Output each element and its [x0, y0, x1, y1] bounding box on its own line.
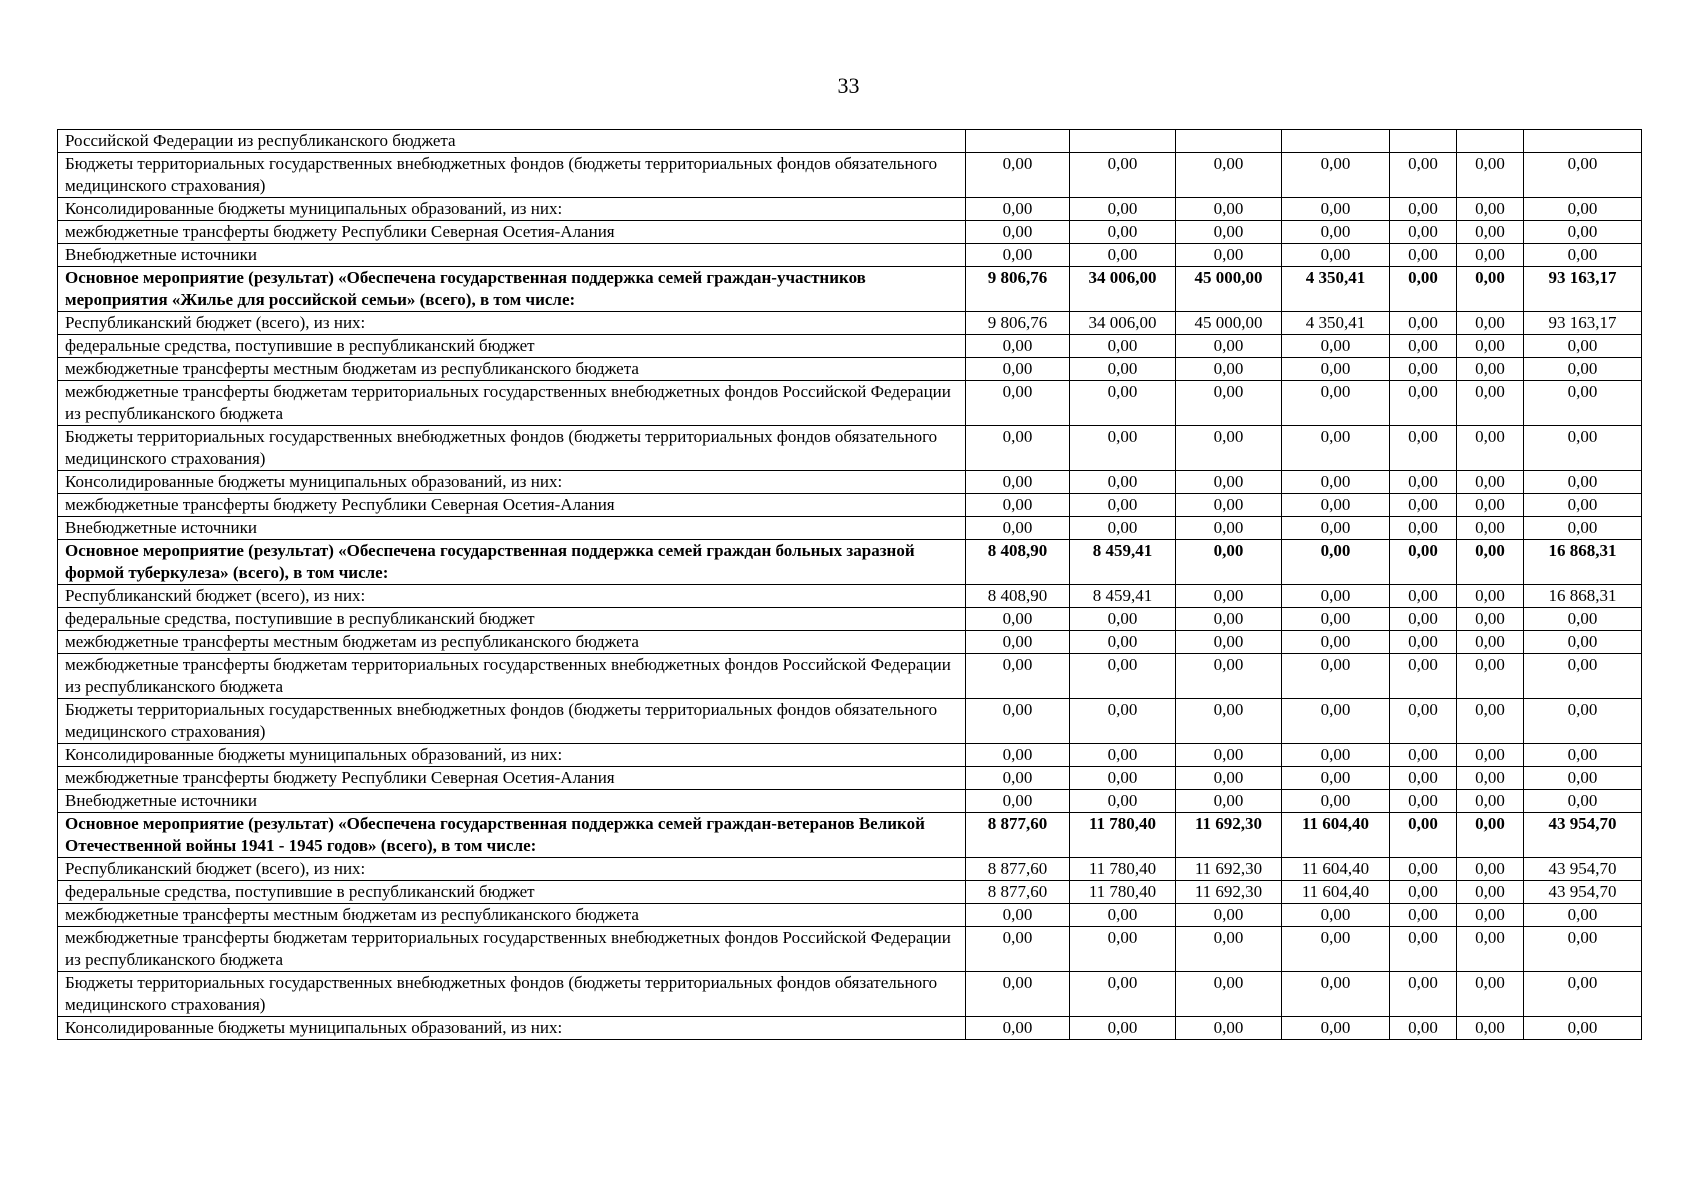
value-cell: 0,00	[1457, 244, 1524, 267]
value-cell: 0,00	[1457, 1017, 1524, 1040]
value-cell: 0,00	[1390, 471, 1457, 494]
table-row	[58, 267, 1642, 312]
table-row	[58, 927, 1642, 972]
table-row	[58, 790, 1642, 813]
value-cell: 0,00	[1524, 153, 1642, 198]
row-label: межбюджетные трансферты бюджетам территориальных государственных внебюджетных фондов Российской Федерации из республиканского бюджета	[58, 654, 966, 699]
value-cell: 11 604,40	[1282, 813, 1390, 858]
value-cell	[1524, 130, 1642, 153]
value-cell: 0,00	[966, 494, 1070, 517]
row-label: межбюджетные трансферты бюджетам территориальных государственных внебюджетных фондов Российской Федерации из республиканского бюджета	[58, 927, 966, 972]
value-cell: 0,00	[1282, 767, 1390, 790]
value-cell: 0,00	[1176, 153, 1282, 198]
row-label: Российской Федерации из республиканского бюджета	[58, 130, 966, 153]
value-cell: 0,00	[1282, 790, 1390, 813]
value-cell: 0,00	[1070, 631, 1176, 654]
value-cell: 0,00	[1457, 426, 1524, 471]
value-cell: 0,00	[1070, 1017, 1176, 1040]
value-cell: 0,00	[966, 699, 1070, 744]
value-cell: 8 877,60	[966, 813, 1070, 858]
value-cell: 0,00	[1070, 381, 1176, 426]
value-cell: 0,00	[1070, 767, 1176, 790]
value-cell: 0,00	[966, 517, 1070, 540]
value-cell: 0,00	[1524, 608, 1642, 631]
table-row	[58, 312, 1642, 335]
table-row	[58, 540, 1642, 585]
budget-table	[57, 129, 1642, 1040]
table-row	[58, 494, 1642, 517]
value-cell: 16 868,31	[1524, 540, 1642, 585]
value-cell: 0,00	[1457, 654, 1524, 699]
value-cell: 0,00	[966, 358, 1070, 381]
value-cell: 0,00	[966, 904, 1070, 927]
value-cell: 0,00	[1457, 494, 1524, 517]
value-cell: 0,00	[1390, 517, 1457, 540]
value-cell: 0,00	[1176, 972, 1282, 1017]
value-cell: 0,00	[1524, 1017, 1642, 1040]
value-cell: 0,00	[1176, 654, 1282, 699]
value-cell: 0,00	[1070, 654, 1176, 699]
value-cell: 93 163,17	[1524, 312, 1642, 335]
value-cell: 0,00	[1524, 699, 1642, 744]
value-cell: 0,00	[1176, 426, 1282, 471]
value-cell: 0,00	[1282, 608, 1390, 631]
value-cell: 0,00	[1457, 927, 1524, 972]
value-cell: 0,00	[1282, 927, 1390, 972]
value-cell: 0,00	[1390, 927, 1457, 972]
value-cell: 0,00	[1524, 471, 1642, 494]
row-label: межбюджетные трансферты местным бюджетам из республиканского бюджета	[58, 631, 966, 654]
table-row	[58, 881, 1642, 904]
table-row	[58, 244, 1642, 267]
value-cell: 34 006,00	[1070, 312, 1176, 335]
row-label: межбюджетные трансферты бюджету Республики Северная Осетия-Алания	[58, 494, 966, 517]
value-cell: 0,00	[966, 221, 1070, 244]
value-cell: 0,00	[1524, 972, 1642, 1017]
value-cell: 0,00	[1524, 198, 1642, 221]
row-label: Республиканский бюджет (всего), из них:	[58, 312, 966, 335]
value-cell: 0,00	[1282, 744, 1390, 767]
value-cell: 0,00	[1282, 221, 1390, 244]
value-cell	[1176, 130, 1282, 153]
row-label: межбюджетные трансферты бюджету Республики Северная Осетия-Алания	[58, 767, 966, 790]
table-row	[58, 813, 1642, 858]
value-cell: 0,00	[1457, 790, 1524, 813]
value-cell: 4 350,41	[1282, 312, 1390, 335]
value-cell: 0,00	[1457, 540, 1524, 585]
value-cell: 0,00	[1070, 221, 1176, 244]
table-row	[58, 153, 1642, 198]
value-cell: 0,00	[1524, 927, 1642, 972]
table-row	[58, 198, 1642, 221]
value-cell: 0,00	[1176, 540, 1282, 585]
value-cell: 0,00	[1457, 198, 1524, 221]
value-cell: 0,00	[1390, 585, 1457, 608]
value-cell: 0,00	[1070, 244, 1176, 267]
row-label: межбюджетные трансферты местным бюджетам из республиканского бюджета	[58, 358, 966, 381]
value-cell: 0,00	[1390, 631, 1457, 654]
value-cell: 0,00	[1524, 221, 1642, 244]
value-cell: 0,00	[1390, 244, 1457, 267]
value-cell: 0,00	[1524, 904, 1642, 927]
row-label: Республиканский бюджет (всего), из них:	[58, 858, 966, 881]
value-cell: 0,00	[1524, 358, 1642, 381]
value-cell: 0,00	[966, 335, 1070, 358]
value-cell: 11 780,40	[1070, 858, 1176, 881]
value-cell: 9 806,76	[966, 312, 1070, 335]
value-cell: 0,00	[1282, 1017, 1390, 1040]
value-cell: 0,00	[1070, 426, 1176, 471]
value-cell: 0,00	[1282, 244, 1390, 267]
value-cell: 0,00	[1390, 790, 1457, 813]
value-cell: 0,00	[1390, 608, 1457, 631]
row-label: межбюджетные трансферты местным бюджетам из республиканского бюджета	[58, 904, 966, 927]
table-row	[58, 426, 1642, 471]
value-cell: 0,00	[966, 790, 1070, 813]
row-label: Основное мероприятие (результат) «Обеспечена государственная поддержка семей граждан-ветеранов Великой Отечественной войны 1941 - 1945 годов» (всего), в том числе:	[58, 813, 966, 858]
row-label: Бюджеты территориальных государственных внебюджетных фондов (бюджеты территориальных фондов обязательного медицинского страхования)	[58, 699, 966, 744]
table-row	[58, 381, 1642, 426]
row-label: Внебюджетные источники	[58, 790, 966, 813]
value-cell: 45 000,00	[1176, 267, 1282, 312]
value-cell: 0,00	[966, 927, 1070, 972]
row-label: Бюджеты территориальных государственных внебюджетных фондов (бюджеты территориальных фондов обязательного медицинского страхования)	[58, 426, 966, 471]
value-cell: 43 954,70	[1524, 813, 1642, 858]
value-cell: 0,00	[1176, 744, 1282, 767]
table-row	[58, 471, 1642, 494]
row-label: Основное мероприятие (результат) «Обеспечена государственная поддержка семей граждан больных заразной формой туберкулеза» (всего), в том числе:	[58, 540, 966, 585]
row-label: Консолидированные бюджеты муниципальных образований, из них:	[58, 198, 966, 221]
value-cell: 34 006,00	[1070, 267, 1176, 312]
value-cell: 11 692,30	[1176, 813, 1282, 858]
value-cell: 0,00	[1390, 699, 1457, 744]
value-cell: 0,00	[1457, 744, 1524, 767]
row-label: Основное мероприятие (результат) «Обеспечена государственная поддержка семей граждан-участников мероприятия «Жилье для российской семьи» (всего), в том числе:	[58, 267, 966, 312]
value-cell: 0,00	[966, 631, 1070, 654]
value-cell: 0,00	[1524, 631, 1642, 654]
value-cell: 0,00	[1524, 744, 1642, 767]
value-cell: 0,00	[1457, 358, 1524, 381]
value-cell: 11 604,40	[1282, 858, 1390, 881]
value-cell: 0,00	[1524, 335, 1642, 358]
value-cell: 0,00	[1390, 744, 1457, 767]
page-number: 33	[837, 73, 860, 98]
value-cell: 0,00	[1070, 972, 1176, 1017]
value-cell: 0,00	[1070, 699, 1176, 744]
value-cell: 0,00	[966, 767, 1070, 790]
value-cell: 0,00	[966, 972, 1070, 1017]
value-cell: 0,00	[1524, 767, 1642, 790]
value-cell: 0,00	[1176, 494, 1282, 517]
value-cell: 8 877,60	[966, 858, 1070, 881]
value-cell: 0,00	[1282, 540, 1390, 585]
value-cell: 8 408,90	[966, 540, 1070, 585]
value-cell: 0,00	[1282, 631, 1390, 654]
value-cell: 0,00	[1457, 972, 1524, 1017]
value-cell: 0,00	[1282, 358, 1390, 381]
value-cell: 0,00	[1390, 335, 1457, 358]
value-cell: 0,00	[1457, 813, 1524, 858]
value-cell: 93 163,17	[1524, 267, 1642, 312]
value-cell: 0,00	[1176, 335, 1282, 358]
value-cell: 0,00	[1457, 585, 1524, 608]
value-cell: 0,00	[1457, 904, 1524, 927]
value-cell: 11 780,40	[1070, 813, 1176, 858]
value-cell: 0,00	[1070, 927, 1176, 972]
value-cell: 0,00	[1176, 244, 1282, 267]
value-cell: 45 000,00	[1176, 312, 1282, 335]
value-cell: 0,00	[1282, 471, 1390, 494]
row-label: межбюджетные трансферты бюджету Республики Северная Осетия-Алания	[58, 221, 966, 244]
value-cell: 0,00	[1282, 335, 1390, 358]
value-cell: 0,00	[1282, 426, 1390, 471]
value-cell: 0,00	[1390, 813, 1457, 858]
value-cell: 0,00	[1176, 585, 1282, 608]
value-cell: 16 868,31	[1524, 585, 1642, 608]
value-cell: 0,00	[1524, 244, 1642, 267]
table-row	[58, 654, 1642, 699]
row-label: федеральные средства, поступившие в республиканский бюджет	[58, 608, 966, 631]
value-cell: 0,00	[1524, 381, 1642, 426]
value-cell: 0,00	[1282, 585, 1390, 608]
value-cell: 0,00	[1070, 494, 1176, 517]
value-cell: 0,00	[1524, 654, 1642, 699]
row-label: федеральные средства, поступившие в республиканский бюджет	[58, 881, 966, 904]
value-cell: 0,00	[1524, 426, 1642, 471]
value-cell	[1282, 130, 1390, 153]
value-cell: 0,00	[1070, 608, 1176, 631]
row-label: Внебюджетные источники	[58, 244, 966, 267]
value-cell: 0,00	[966, 608, 1070, 631]
value-cell: 0,00	[1390, 494, 1457, 517]
value-cell: 0,00	[966, 198, 1070, 221]
value-cell: 0,00	[1457, 699, 1524, 744]
value-cell: 43 954,70	[1524, 881, 1642, 904]
value-cell: 0,00	[1282, 198, 1390, 221]
value-cell: 0,00	[1524, 494, 1642, 517]
table-row	[58, 1017, 1642, 1040]
value-cell: 0,00	[1176, 790, 1282, 813]
value-cell: 0,00	[1070, 335, 1176, 358]
value-cell	[1070, 130, 1176, 153]
row-label: Консолидированные бюджеты муниципальных образований, из них:	[58, 744, 966, 767]
table-row	[58, 631, 1642, 654]
value-cell: 0,00	[1457, 153, 1524, 198]
value-cell: 0,00	[1457, 267, 1524, 312]
value-cell: 0,00	[1457, 312, 1524, 335]
value-cell: 0,00	[1390, 972, 1457, 1017]
row-label: Республиканский бюджет (всего), из них:	[58, 585, 966, 608]
table-row	[58, 972, 1642, 1017]
value-cell: 0,00	[1390, 358, 1457, 381]
value-cell: 0,00	[1282, 153, 1390, 198]
value-cell: 0,00	[1390, 858, 1457, 881]
value-cell: 11 604,40	[1282, 881, 1390, 904]
row-label: межбюджетные трансферты бюджетам территориальных государственных внебюджетных фондов Российской Федерации из республиканского бюджета	[58, 381, 966, 426]
value-cell: 0,00	[1390, 198, 1457, 221]
value-cell: 0,00	[1282, 381, 1390, 426]
value-cell: 0,00	[1176, 517, 1282, 540]
value-cell: 8 459,41	[1070, 585, 1176, 608]
value-cell: 0,00	[1282, 972, 1390, 1017]
value-cell: 0,00	[1457, 631, 1524, 654]
value-cell: 0,00	[966, 471, 1070, 494]
value-cell: 0,00	[966, 244, 1070, 267]
table-row	[58, 221, 1642, 244]
value-cell: 0,00	[1390, 221, 1457, 244]
value-cell: 0,00	[966, 153, 1070, 198]
value-cell: 0,00	[966, 381, 1070, 426]
row-label: Консолидированные бюджеты муниципальных образований, из них:	[58, 471, 966, 494]
value-cell: 0,00	[1457, 221, 1524, 244]
value-cell: 43 954,70	[1524, 858, 1642, 881]
value-cell: 0,00	[1176, 904, 1282, 927]
value-cell: 0,00	[1282, 904, 1390, 927]
table-row	[58, 585, 1642, 608]
value-cell: 11 692,30	[1176, 881, 1282, 904]
value-cell: 0,00	[1176, 767, 1282, 790]
value-cell: 0,00	[1390, 381, 1457, 426]
value-cell: 0,00	[1176, 699, 1282, 744]
value-cell: 0,00	[1070, 471, 1176, 494]
value-cell: 0,00	[966, 1017, 1070, 1040]
value-cell: 0,00	[1457, 471, 1524, 494]
value-cell: 0,00	[1176, 198, 1282, 221]
value-cell: 9 806,76	[966, 267, 1070, 312]
value-cell: 0,00	[1070, 790, 1176, 813]
value-cell: 0,00	[1390, 153, 1457, 198]
value-cell: 4 350,41	[1282, 267, 1390, 312]
value-cell: 0,00	[1390, 540, 1457, 585]
value-cell: 0,00	[1457, 335, 1524, 358]
value-cell: 0,00	[1390, 426, 1457, 471]
value-cell: 0,00	[1390, 312, 1457, 335]
value-cell: 0,00	[1070, 198, 1176, 221]
value-cell: 0,00	[966, 744, 1070, 767]
value-cell: 0,00	[1176, 358, 1282, 381]
table-body	[58, 130, 1642, 1040]
row-label: Бюджеты территориальных государственных внебюджетных фондов (бюджеты территориальных фондов обязательного медицинского страхования)	[58, 153, 966, 198]
row-label: федеральные средства, поступившие в республиканский бюджет	[58, 335, 966, 358]
value-cell: 0,00	[1390, 904, 1457, 927]
row-label: Консолидированные бюджеты муниципальных образований, из них:	[58, 1017, 966, 1040]
value-cell: 0,00	[1457, 517, 1524, 540]
value-cell: 0,00	[1070, 517, 1176, 540]
row-label: Внебюджетные источники	[58, 517, 966, 540]
value-cell: 0,00	[1390, 1017, 1457, 1040]
table-row	[58, 744, 1642, 767]
value-cell: 11 780,40	[1070, 881, 1176, 904]
value-cell: 0,00	[1282, 699, 1390, 744]
value-cell: 0,00	[1457, 858, 1524, 881]
table-row	[58, 904, 1642, 927]
table-row	[58, 699, 1642, 744]
value-cell: 0,00	[1457, 608, 1524, 631]
value-cell: 0,00	[1457, 881, 1524, 904]
table-row	[58, 358, 1642, 381]
row-label: Бюджеты территориальных государственных внебюджетных фондов (бюджеты территориальных фондов обязательного медицинского страхования)	[58, 972, 966, 1017]
value-cell: 0,00	[1070, 744, 1176, 767]
value-cell: 0,00	[1457, 767, 1524, 790]
value-cell: 0,00	[1524, 790, 1642, 813]
value-cell: 0,00	[1176, 927, 1282, 972]
table-row	[58, 130, 1642, 153]
value-cell: 0,00	[1282, 517, 1390, 540]
value-cell: 0,00	[1070, 153, 1176, 198]
value-cell: 0,00	[1390, 881, 1457, 904]
value-cell: 0,00	[966, 654, 1070, 699]
value-cell: 0,00	[1176, 221, 1282, 244]
value-cell	[966, 130, 1070, 153]
value-cell: 0,00	[1176, 471, 1282, 494]
value-cell: 0,00	[1282, 654, 1390, 699]
value-cell: 0,00	[1176, 1017, 1282, 1040]
table-row	[58, 335, 1642, 358]
value-cell: 0,00	[1282, 494, 1390, 517]
value-cell: 0,00	[1457, 381, 1524, 426]
value-cell	[1457, 130, 1524, 153]
value-cell: 0,00	[1070, 904, 1176, 927]
value-cell: 0,00	[1176, 608, 1282, 631]
table-row	[58, 517, 1642, 540]
value-cell: 8 877,60	[966, 881, 1070, 904]
value-cell	[1390, 130, 1457, 153]
value-cell: 0,00	[1070, 358, 1176, 381]
table-row	[58, 858, 1642, 881]
value-cell: 0,00	[966, 426, 1070, 471]
value-cell: 0,00	[1524, 517, 1642, 540]
value-cell: 0,00	[1176, 631, 1282, 654]
value-cell: 8 408,90	[966, 585, 1070, 608]
value-cell: 0,00	[1390, 767, 1457, 790]
value-cell: 0,00	[1390, 267, 1457, 312]
table-row	[58, 767, 1642, 790]
table-row	[58, 608, 1642, 631]
value-cell: 11 692,30	[1176, 858, 1282, 881]
value-cell: 8 459,41	[1070, 540, 1176, 585]
value-cell: 0,00	[1390, 654, 1457, 699]
value-cell: 0,00	[1176, 381, 1282, 426]
